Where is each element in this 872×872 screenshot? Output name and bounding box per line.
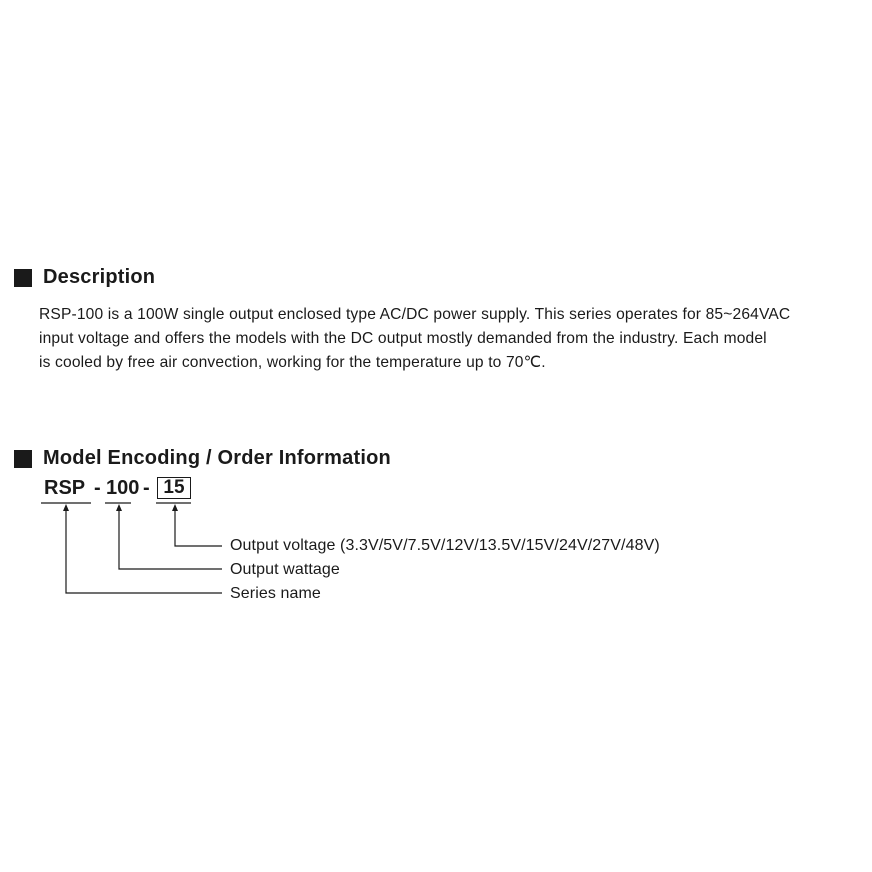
wattage-arrow-icon bbox=[116, 504, 122, 511]
output-wattage-label: Output wattage bbox=[230, 561, 340, 578]
wattage-connector bbox=[119, 508, 222, 569]
description-title: Description bbox=[43, 266, 156, 288]
encoding-series: RSP bbox=[44, 477, 86, 499]
encoding-wattage: 100 bbox=[106, 477, 140, 499]
description-line-3: is cooled by free air convection, working for the temperature up to 70℃. bbox=[39, 354, 546, 371]
encoding-dash-1: - bbox=[94, 477, 101, 499]
series-connector bbox=[66, 508, 222, 593]
output-voltage-label: Output voltage (3.3V/5V/7.5V/12V/13.5V/15V/24V/27V/48V) bbox=[230, 537, 660, 554]
series-name-label: Series name bbox=[230, 585, 321, 602]
encoding-dash-2: - bbox=[143, 477, 150, 499]
description-line-2: input voltage and offers the models with the DC output mostly demanded from the industry. Each model bbox=[39, 330, 767, 347]
voltage-connector bbox=[175, 508, 222, 546]
model-encoding-title: Model Encoding / Order Information bbox=[43, 447, 391, 469]
series-arrow-icon bbox=[63, 504, 69, 511]
voltage-arrow-icon bbox=[172, 504, 178, 511]
encoding-voltage-box: 15 bbox=[157, 477, 191, 499]
description-line-1: RSP-100 is a 100W single output enclosed type AC/DC power supply. This series operates for 85~264VAC bbox=[39, 306, 791, 323]
